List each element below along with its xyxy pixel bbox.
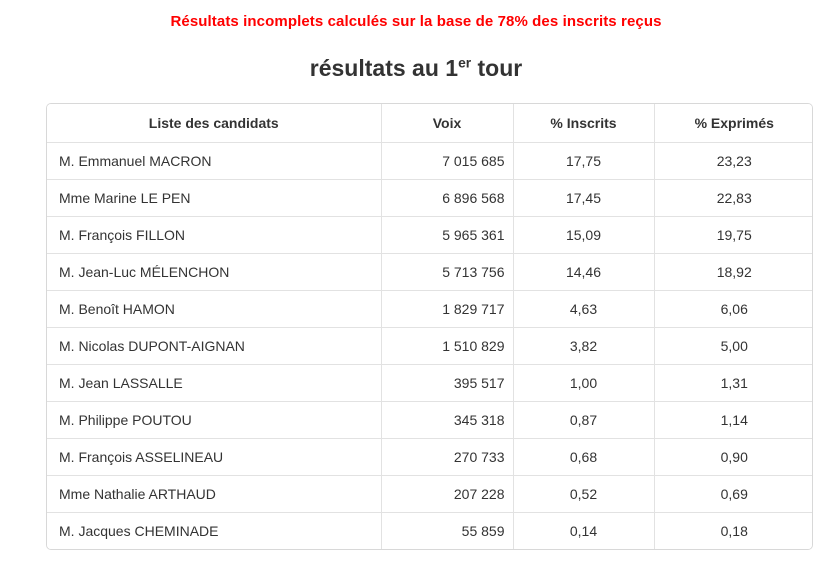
pct-inscrits-value: 0,14: [513, 512, 654, 549]
pct-inscrits-value: 14,46: [513, 253, 654, 290]
candidate-name: M. Jean LASSALLE: [47, 364, 381, 401]
title-prefix: résultats au 1: [309, 55, 459, 81]
votes-value: 207 228: [381, 475, 513, 512]
pct-inscrits-value: 0,87: [513, 401, 654, 438]
pct-exprimes-value: 0,90: [654, 438, 813, 475]
votes-value: 5 965 361: [381, 216, 513, 253]
table-row: [47, 290, 813, 327]
pct-exprimes-value: 6,06: [654, 290, 813, 327]
table-row: [47, 253, 813, 290]
table-row: [47, 179, 813, 216]
candidate-name: M. Emmanuel MACRON: [47, 142, 381, 179]
candidate-name: M. Jean-Luc MÉLENCHON: [47, 253, 381, 290]
results-table-body: [47, 142, 813, 549]
votes-value: 270 733: [381, 438, 513, 475]
table-row: [47, 364, 813, 401]
col-header-candidates: Liste des candidats: [47, 104, 381, 142]
pct-inscrits-value: 17,75: [513, 142, 654, 179]
table-row: [47, 327, 813, 364]
candidate-name: Mme Nathalie ARTHAUD: [47, 475, 381, 512]
votes-value: 1 829 717: [381, 290, 513, 327]
votes-value: 5 713 756: [381, 253, 513, 290]
candidate-name: M. Nicolas DUPONT-AIGNAN: [47, 327, 381, 364]
pct-inscrits-value: 1,00: [513, 364, 654, 401]
results-table: [47, 104, 813, 549]
table-row: [47, 142, 813, 179]
table-row: [47, 475, 813, 512]
votes-value: 6 896 568: [381, 179, 513, 216]
header-row: [47, 104, 813, 142]
incomplete-results-warning: Résultats incomplets calculés sur la base de 78% des inscrits reçus: [170, 13, 662, 30]
table-row: [47, 438, 813, 475]
pct-exprimes-value: 0,69: [654, 475, 813, 512]
pct-inscrits-value: 17,45: [513, 179, 654, 216]
col-header-inscrits: % Inscrits: [513, 104, 654, 142]
pct-inscrits-value: 15,09: [513, 216, 654, 253]
candidate-name: M. Benoît HAMON: [47, 290, 381, 327]
pct-exprimes-value: 1,31: [654, 364, 813, 401]
pct-exprimes-value: 1,14: [654, 401, 813, 438]
pct-exprimes-value: 23,23: [654, 142, 813, 179]
candidate-name: M. Philippe POUTOU: [47, 401, 381, 438]
col-header-voix: Voix: [381, 104, 513, 142]
candidate-name: M. François FILLON: [47, 216, 381, 253]
pct-exprimes-value: 18,92: [654, 253, 813, 290]
pct-exprimes-value: 22,83: [654, 179, 813, 216]
votes-value: 395 517: [381, 364, 513, 401]
pct-inscrits-value: 0,52: [513, 475, 654, 512]
table-row: [47, 216, 813, 253]
pct-exprimes-value: 0,18: [654, 512, 813, 549]
pct-inscrits-value: 0,68: [513, 438, 654, 475]
title-ordinal-suffix: er: [458, 55, 472, 71]
col-header-exprimes: % Exprimés: [654, 104, 813, 142]
results-table-container: [46, 103, 813, 550]
title-suffix: tour: [471, 55, 523, 81]
candidate-name: M. François ASSELINEAU: [47, 438, 381, 475]
pct-inscrits-value: 4,63: [513, 290, 654, 327]
pct-exprimes-value: 19,75: [654, 216, 813, 253]
table-row: [47, 401, 813, 438]
candidate-name: M. Jacques CHEMINADE: [47, 512, 381, 549]
candidate-name: Mme Marine LE PEN: [47, 179, 381, 216]
votes-value: 345 318: [381, 401, 513, 438]
page-title: [0, 55, 832, 82]
votes-value: 7 015 685: [381, 142, 513, 179]
pct-exprimes-value: 5,00: [654, 327, 813, 364]
table-row: [47, 512, 813, 549]
votes-value: 1 510 829: [381, 327, 513, 364]
votes-value: 55 859: [381, 512, 513, 549]
results-page: [0, 13, 832, 587]
pct-inscrits-value: 3,82: [513, 327, 654, 364]
results-table-header: [47, 104, 813, 142]
